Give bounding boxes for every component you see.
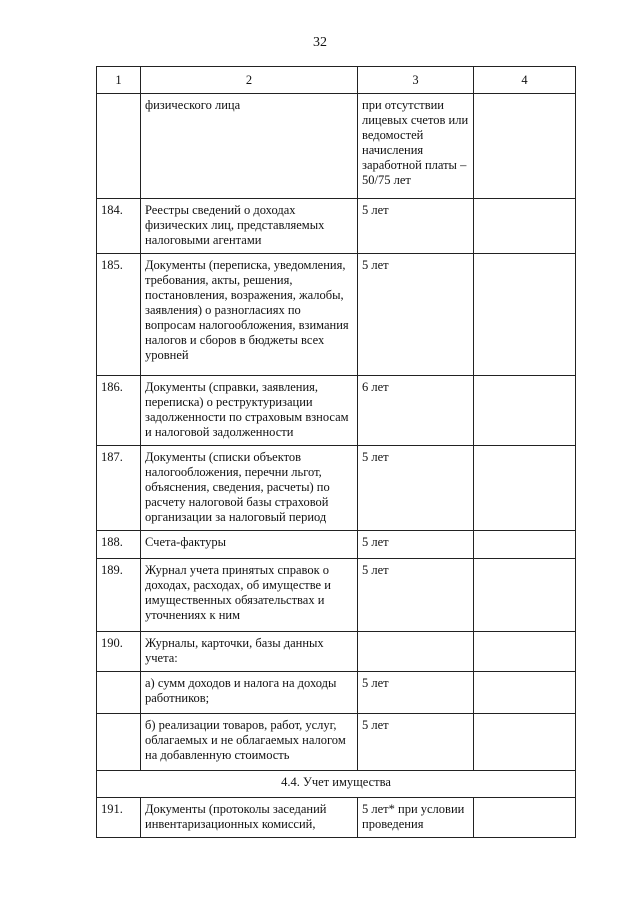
row-number: 190. xyxy=(97,632,141,672)
table-row xyxy=(97,254,576,376)
row-note xyxy=(474,672,576,714)
row-name: Реестры сведений о доходах физических лиц, представляемых налоговыми агентами xyxy=(141,199,358,254)
table-row xyxy=(97,714,576,771)
header-col-3: 3 xyxy=(358,67,474,94)
row-number: 189. xyxy=(97,559,141,632)
row-number xyxy=(97,94,141,199)
row-number: 185. xyxy=(97,254,141,376)
row-note xyxy=(474,94,576,199)
table-row xyxy=(97,199,576,254)
row-period: 5 лет xyxy=(358,254,474,376)
row-note xyxy=(474,254,576,376)
row-period: 5 лет xyxy=(358,672,474,714)
row-name: физического лица xyxy=(141,94,358,199)
header-row xyxy=(97,67,576,94)
row-note xyxy=(474,714,576,771)
table-row xyxy=(97,559,576,632)
row-name: Документы (справки, заявления, переписка) о реструктуризации задолженности по страховым взносам и налоговой задолженности xyxy=(141,376,358,446)
table-row xyxy=(97,798,576,838)
table-row xyxy=(97,446,576,531)
row-name: б) реализации товаров, работ, услуг, облагаемых и не облагаемых налогом на добавленную стоимость xyxy=(141,714,358,771)
row-name: Журналы, карточки, базы данных учета: xyxy=(141,632,358,672)
row-note xyxy=(474,798,576,838)
page-number: 32 xyxy=(313,35,327,50)
table-row xyxy=(97,376,576,446)
row-name: Документы (переписка, уведомления, требования, акты, решения, постановления, возражения, жалобы, заявления) о разногласиях по вопросам налогообложения, взимания налогов и сборов в бюджеты всех уровней xyxy=(141,254,358,376)
section-title: 4.4. Учет имущества xyxy=(97,771,576,798)
table-row xyxy=(97,94,576,199)
row-number: 186. xyxy=(97,376,141,446)
records-table xyxy=(96,66,576,838)
row-period: при отсутствии лицевых счетов или ведомостей начисления заработной платы – 50/75 лет xyxy=(358,94,474,199)
row-number: 187. xyxy=(97,446,141,531)
row-number xyxy=(97,714,141,771)
row-name: Счета-фактуры xyxy=(141,531,358,559)
row-period: 5 лет xyxy=(358,531,474,559)
table-row xyxy=(97,632,576,672)
row-name: Документы (списки объектов налогообложения, перечни льгот, объяснения, сведения, расчеты) по расчету налоговой базы страховой организации за налоговый период xyxy=(141,446,358,531)
section-row xyxy=(97,771,576,798)
row-note xyxy=(474,531,576,559)
row-period: 5 лет xyxy=(358,559,474,632)
row-period: 5 лет xyxy=(358,199,474,254)
row-name: Документы (протоколы заседаний инвентаризационных комиссий, xyxy=(141,798,358,838)
table-row xyxy=(97,672,576,714)
row-number: 184. xyxy=(97,199,141,254)
row-period: 5 лет xyxy=(358,714,474,771)
row-period: 6 лет xyxy=(358,376,474,446)
row-note xyxy=(474,632,576,672)
row-note xyxy=(474,199,576,254)
row-period: 5 лет xyxy=(358,446,474,531)
header-col-4: 4 xyxy=(474,67,576,94)
row-note xyxy=(474,559,576,632)
header-col-1: 1 xyxy=(97,67,141,94)
row-period: 5 лет* при условии проведения xyxy=(358,798,474,838)
row-note xyxy=(474,376,576,446)
row-name: Журнал учета принятых справок о доходах, расходах, об имуществе и имущественных обязательствах и уточнениях к ним xyxy=(141,559,358,632)
table-row xyxy=(97,531,576,559)
row-name: а) сумм доходов и налога на доходы работников; xyxy=(141,672,358,714)
row-number xyxy=(97,672,141,714)
row-note xyxy=(474,446,576,531)
header-col-2: 2 xyxy=(141,67,358,94)
row-number: 191. xyxy=(97,798,141,838)
row-period xyxy=(358,632,474,672)
row-number: 188. xyxy=(97,531,141,559)
